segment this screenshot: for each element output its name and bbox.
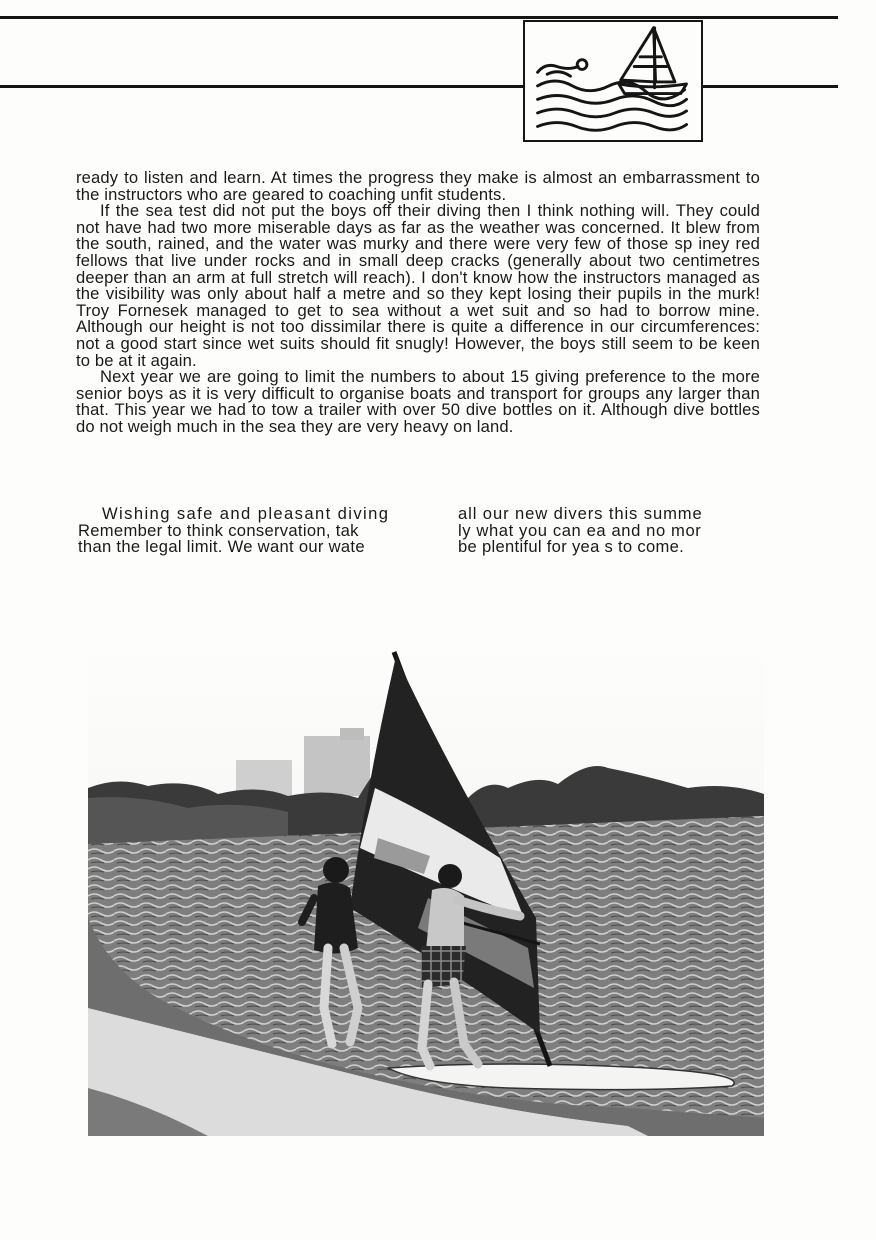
text-line: be plentiful for yea s to come. [458, 537, 685, 557]
swimmer-sailboat-waves-icon [523, 20, 703, 142]
closing-left-column [78, 506, 420, 556]
header-rule-bottom [0, 85, 838, 88]
text-line: all our new divers this summe [458, 504, 703, 523]
text-line: Wishing safe and pleasant diving [102, 504, 390, 523]
text-line: than the legal limit. We want our wate [78, 537, 365, 557]
text-line: ly what you can ea and no mor [458, 520, 702, 540]
paragraph: Next year we are going to limit the numbers to about 15 giving preference to the more senior boys as it is very difficult to organise boats and transport for groups any larger than that. This year we had to tow a trailer with over 50 dive bottles on it. Although dive bottles do not weigh much in the sea they are very heavy on land. [76, 367, 760, 436]
text-line: Remember to think conservation, tak [78, 520, 359, 540]
windsurfer-photo [88, 648, 764, 1136]
article-body [76, 170, 760, 436]
paragraph: ready to listen and learn. At times the progress they make is almost an embarrassment to the instructors who are geared to coaching unfit students. [76, 168, 760, 204]
closing-right-column [458, 506, 768, 556]
paragraph: If the sea test did not put the boys off their diving then I think nothing will. They could not have had two more miserable days as far as the weather was concerned. It blew from the south, rained, and the water was murky and there were very few of those sp iney red fellows that live under rocks and in small deep cracks (generally about two centimetres deeper than an arm at full stretch will reach). I don't know how the instructors managed as the visibility was only about half a metre and so they kept losing their pupils in the murk! Troy Fornesek managed to get to sea without a wet suit and so had to borrow mine. Although our height is not too dissimilar there is quite a difference in our circumferences: not a good start since wet suits should fit snugly! However, the boys still seem to be keen to be at it again. [76, 201, 760, 370]
header-rule-top [0, 16, 838, 19]
